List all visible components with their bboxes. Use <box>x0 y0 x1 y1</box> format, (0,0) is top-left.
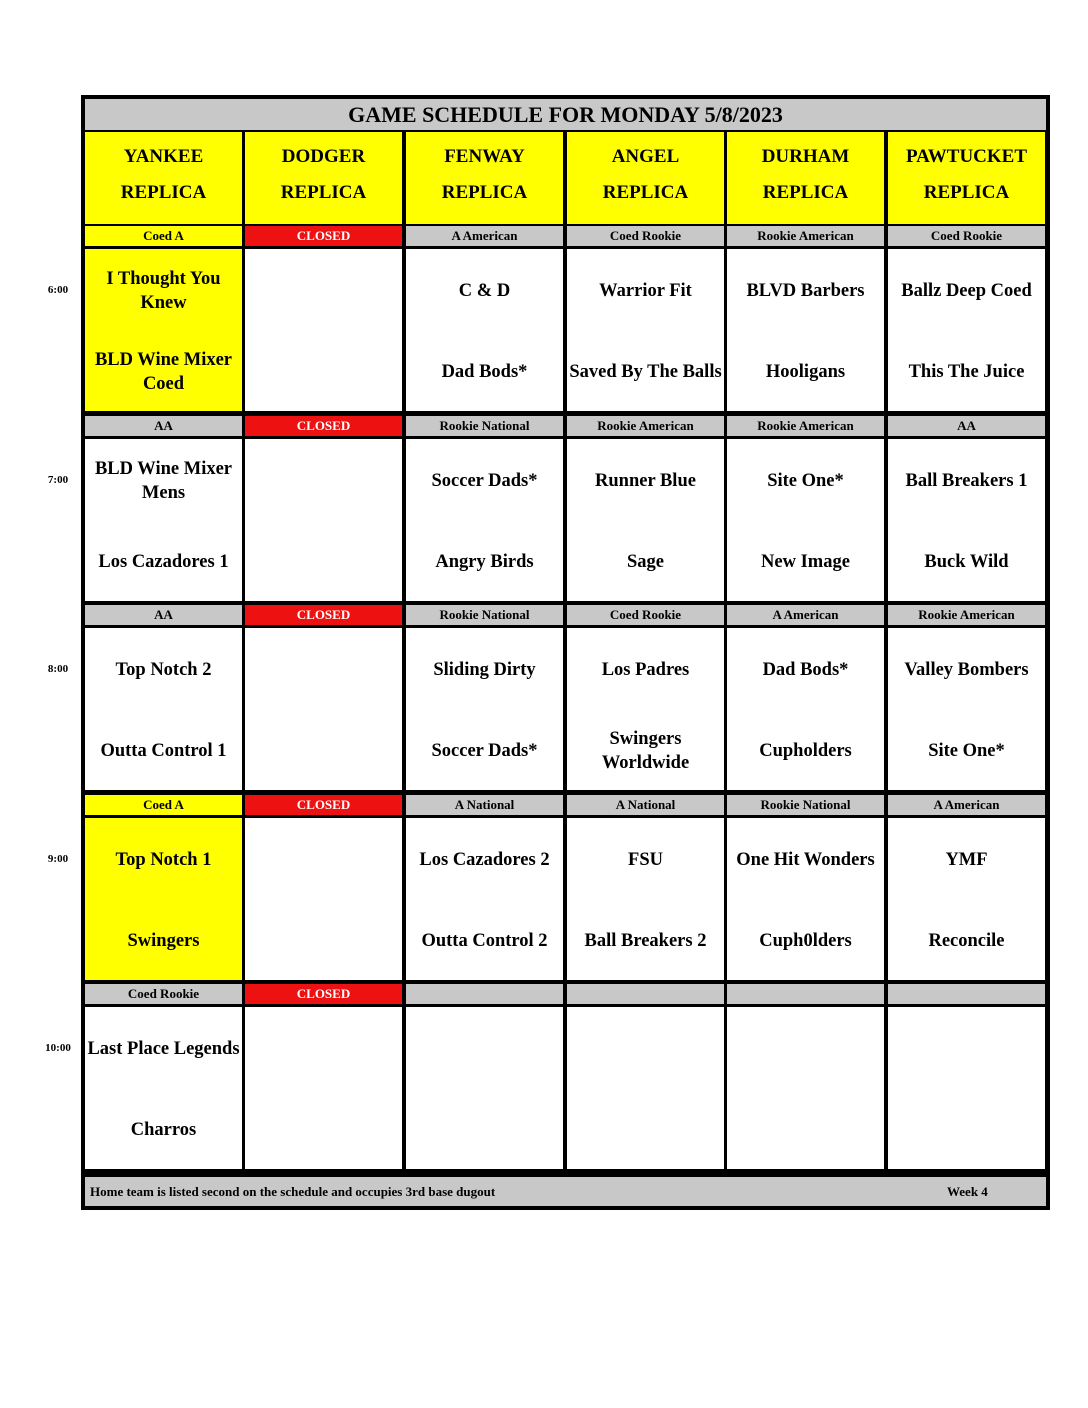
division-label <box>245 984 402 1004</box>
division-text: AA <box>154 607 173 622</box>
division-text: A American <box>772 607 839 622</box>
division-label <box>406 416 563 436</box>
game-cell <box>888 818 1045 980</box>
game-cell <box>245 439 402 601</box>
game-cell <box>85 1007 242 1169</box>
field-sub: REPLICA <box>762 182 849 203</box>
away-team: YMF <box>945 850 988 870</box>
away-team: Ballz Deep Coed <box>901 281 1032 301</box>
away-team: Sliding Dirty <box>433 660 536 680</box>
division-label <box>85 226 242 246</box>
time-label: 10:00 <box>45 1042 71 1054</box>
division-label <box>727 226 884 246</box>
schedule-title <box>85 99 1046 130</box>
game-cell <box>567 818 724 980</box>
home-team: Swingers Worldwide <box>601 729 690 773</box>
home-team <box>890 1091 1043 1169</box>
home-team: Ball Breakers 2 <box>584 931 707 951</box>
field-header <box>406 132 563 224</box>
field-header <box>85 132 242 224</box>
away-team <box>247 249 400 333</box>
game-cell <box>406 628 563 790</box>
game-cell <box>406 249 563 411</box>
division-label <box>245 605 402 625</box>
game-cell <box>406 818 563 980</box>
away-team: Los Padres <box>601 660 690 680</box>
away-team: Ball Breakers 1 <box>905 471 1028 491</box>
away-team <box>247 439 400 523</box>
division-text: Rookie National <box>439 418 530 433</box>
field-sub: REPLICA <box>923 182 1010 203</box>
division-text: A American <box>933 797 1000 812</box>
home-team <box>247 902 400 980</box>
division-label <box>888 605 1045 625</box>
division-text: Rookie American <box>918 607 1015 622</box>
home-team: Soccer Dads* <box>431 741 538 761</box>
field-header <box>727 132 884 224</box>
home-team <box>247 523 400 601</box>
division-text: CLOSED <box>296 418 351 433</box>
division-text: Coed Rookie <box>609 607 682 622</box>
field-name: DURHAM <box>761 146 850 167</box>
away-team <box>247 1007 400 1091</box>
division-label <box>85 605 242 625</box>
division-text: CLOSED <box>296 797 351 812</box>
game-cell <box>245 628 402 790</box>
away-team: BLVD Barbers <box>746 281 865 301</box>
division-label <box>85 984 242 1004</box>
division-label <box>888 226 1045 246</box>
home-team: Charros <box>130 1120 197 1140</box>
division-label <box>567 416 724 436</box>
division-text: AA <box>154 418 173 433</box>
time-label: 9:00 <box>47 853 69 865</box>
home-team: Site One* <box>928 741 1005 761</box>
home-team: Dad Bods* <box>441 362 528 382</box>
home-team: Sage <box>627 552 664 572</box>
game-cell <box>727 628 884 790</box>
division-text: CLOSED <box>296 607 351 622</box>
away-team <box>890 1007 1043 1091</box>
field-name: DODGER <box>281 146 366 167</box>
division-label <box>85 416 242 436</box>
division-text: Coed A <box>143 797 184 812</box>
game-cell <box>567 249 724 411</box>
away-team: Warrior Fit <box>599 281 692 301</box>
game-cell <box>245 249 402 411</box>
game-cell <box>727 439 884 601</box>
field-sub: REPLICA <box>441 182 528 203</box>
home-team: New Image <box>761 552 850 572</box>
home-team: Outta Control 2 <box>421 931 548 951</box>
away-team: Valley Bombers <box>904 660 1029 680</box>
division-text: A National <box>454 797 515 812</box>
home-team: Saved By The Balls <box>569 362 722 382</box>
home-team: Hooligans <box>765 362 846 382</box>
away-team: I Thought You Knew <box>106 269 221 313</box>
away-team: Top Notch 2 <box>115 660 212 680</box>
home-team <box>247 333 400 411</box>
field-sub: REPLICA <box>280 182 367 203</box>
division-label <box>567 605 724 625</box>
division-label <box>567 795 724 815</box>
game-cell <box>727 1007 884 1169</box>
game-cell <box>888 628 1045 790</box>
away-team: Dad Bods* <box>762 660 849 680</box>
game-cell <box>888 249 1045 411</box>
field-name: PAWTUCKET <box>905 146 1028 167</box>
home-team <box>408 1091 561 1169</box>
division-label <box>406 605 563 625</box>
division-text: Coed Rookie <box>609 228 682 243</box>
division-text: Coed A <box>143 228 184 243</box>
away-team: Runner Blue <box>595 471 696 491</box>
game-cell <box>567 1007 724 1169</box>
division-text: Rookie American <box>597 418 694 433</box>
field-name: FENWAY <box>444 146 525 167</box>
away-team <box>247 818 400 902</box>
home-team: Buck Wild <box>924 552 1009 572</box>
time-label: 6:00 <box>47 284 69 296</box>
away-team <box>247 628 400 712</box>
home-team: Los Cazadores 1 <box>98 552 229 572</box>
division-text: Coed Rookie <box>127 986 200 1001</box>
footer-bar <box>85 1177 1046 1206</box>
division-text: Rookie American <box>757 228 854 243</box>
time-label: 7:00 <box>47 474 69 486</box>
home-team: Cuph0lders <box>759 931 852 951</box>
game-cell <box>888 439 1045 601</box>
division-label <box>245 795 402 815</box>
division-text: Coed Rookie <box>930 228 1003 243</box>
division-label <box>85 795 242 815</box>
home-team: BLD Wine Mixer Coed <box>94 350 233 394</box>
field-sub: REPLICA <box>120 182 207 203</box>
game-cell <box>727 818 884 980</box>
away-team: C & D <box>458 281 511 301</box>
game-cell <box>567 628 724 790</box>
game-cell <box>245 818 402 980</box>
division-text: A National <box>615 797 676 812</box>
game-cell <box>567 439 724 601</box>
time-label: 8:00 <box>47 663 69 675</box>
game-cell <box>406 439 563 601</box>
division-text: AA <box>957 418 976 433</box>
home-team <box>247 1091 400 1169</box>
away-team <box>569 1007 722 1091</box>
away-team: Los Cazadores 2 <box>419 850 550 870</box>
field-header <box>888 132 1045 224</box>
game-cell <box>85 439 242 601</box>
game-cell <box>85 818 242 980</box>
footer-note: Home team is listed second on the schedule and occupies 3rd base dugout <box>90 1183 496 1199</box>
division-label <box>727 605 884 625</box>
game-cell <box>85 628 242 790</box>
home-team <box>729 1091 882 1169</box>
game-cell <box>888 1007 1045 1169</box>
title-text: GAME SCHEDULE FOR MONDAY 5/8/2023 <box>348 101 783 127</box>
away-team <box>729 1007 882 1091</box>
division-text: Rookie National <box>439 607 530 622</box>
division-label <box>888 984 1045 1004</box>
division-text: A American <box>451 228 518 243</box>
field-name: YANKEE <box>123 146 204 167</box>
division-label <box>406 984 563 1004</box>
week-label: Week 4 <box>947 1183 988 1199</box>
game-cell <box>245 1007 402 1169</box>
division-text: Rookie National <box>760 797 851 812</box>
game-cell <box>727 249 884 411</box>
field-sub: REPLICA <box>602 182 689 203</box>
division-label <box>567 226 724 246</box>
away-team: Soccer Dads* <box>431 471 538 491</box>
division-text: Rookie American <box>757 418 854 433</box>
division-label <box>727 416 884 436</box>
division-label <box>888 795 1045 815</box>
away-team <box>408 1007 561 1091</box>
division-label <box>406 226 563 246</box>
division-label <box>406 795 563 815</box>
division-label <box>245 226 402 246</box>
field-header <box>245 132 402 224</box>
division-label <box>888 416 1045 436</box>
home-team: Swingers <box>127 931 200 951</box>
home-team: This The Juice <box>908 362 1025 382</box>
away-team: One Hit Wonders <box>736 850 875 870</box>
division-label <box>567 984 724 1004</box>
home-team <box>247 712 400 790</box>
game-cell <box>85 249 242 411</box>
schedule-table <box>81 95 1050 1210</box>
division-label <box>727 984 884 1004</box>
game-cell <box>406 1007 563 1169</box>
field-header <box>567 132 724 224</box>
away-team: Top Notch 1 <box>115 850 212 870</box>
home-team: Cupholders <box>759 741 852 761</box>
division-label <box>727 795 884 815</box>
division-text: CLOSED <box>296 986 351 1001</box>
away-team: FSU <box>628 850 663 870</box>
home-team <box>569 1091 722 1169</box>
home-team: Reconcile <box>928 931 1005 951</box>
away-team: BLD Wine Mixer Mens <box>94 459 233 503</box>
away-team: Site One* <box>767 471 844 491</box>
field-name: ANGEL <box>611 146 680 167</box>
home-team: Angry Birds <box>435 552 534 572</box>
division-label <box>245 416 402 436</box>
home-team: Outta Control 1 <box>100 741 227 761</box>
division-text: CLOSED <box>296 228 351 243</box>
away-team: Last Place Legends <box>87 1039 240 1059</box>
